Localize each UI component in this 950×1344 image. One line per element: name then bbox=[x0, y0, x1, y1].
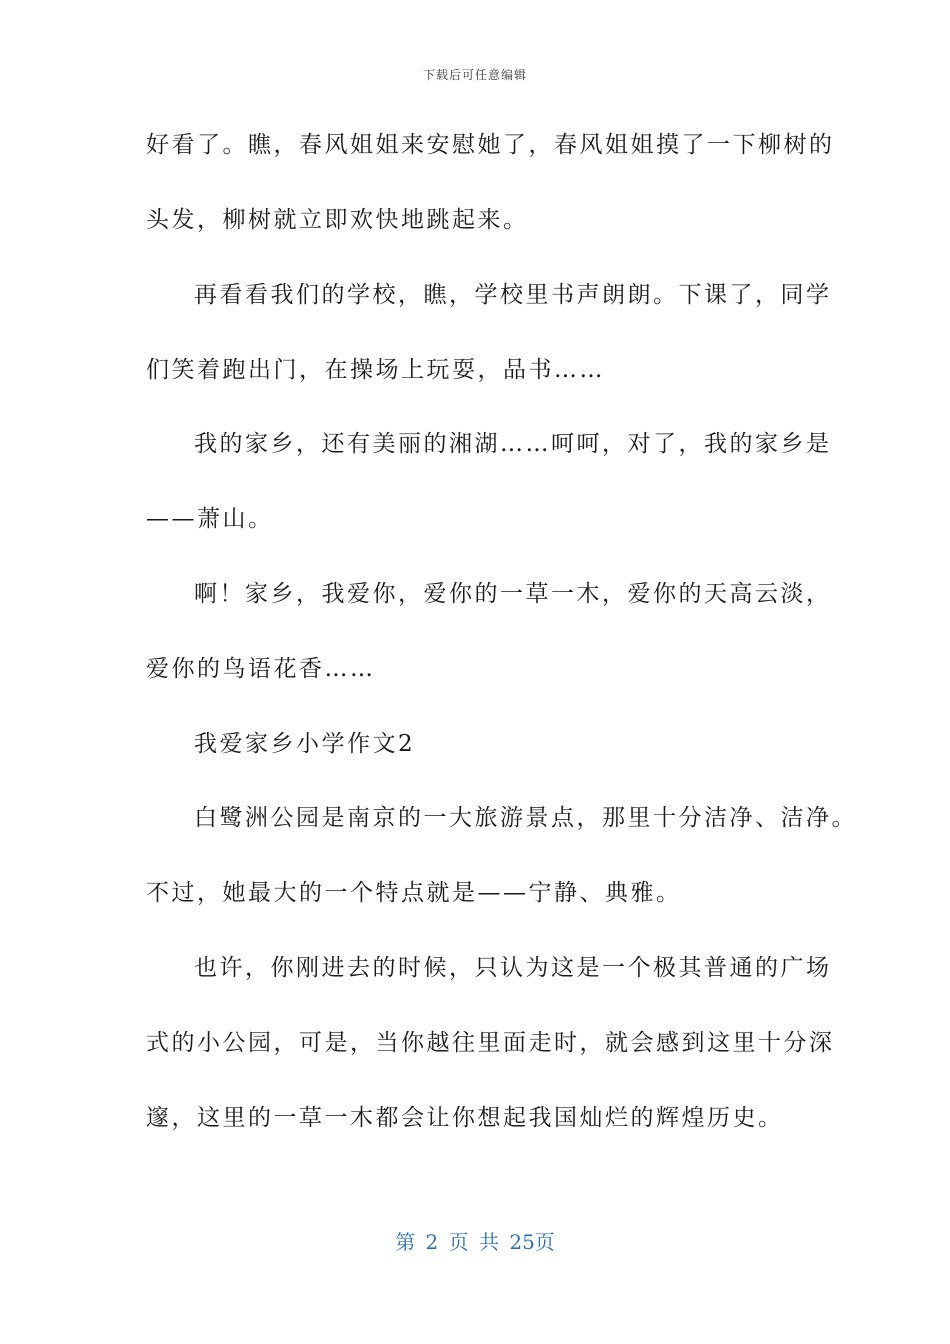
body-line: 爱你的鸟语花香…… bbox=[146, 656, 376, 682]
body-line: 邃，这里的一草一木都会让你想起我国灿烂的辉煌历史。 bbox=[146, 1105, 784, 1131]
page-header: 下载后可任意编辑 bbox=[422, 68, 527, 82]
page-number-footer: 第 2 页 共 25页 bbox=[395, 1230, 555, 1254]
section-heading: 我爱家乡小学作文2 bbox=[194, 731, 416, 757]
body-line: 不过，她最大的一个特点就是——宁静、典雅。 bbox=[146, 880, 682, 906]
body-line: 再看看我们的学校，瞧，学校里书声朗朗。下课了，同学 bbox=[194, 282, 832, 308]
body-line: 们笑着跑出门，在操场上玩耍，品书…… bbox=[146, 357, 605, 383]
body-line: 白鹭洲公园是南京的一大旅游景点，那里十分洁净、洁净。 bbox=[194, 805, 857, 831]
body-line: ——萧山。 bbox=[146, 506, 274, 532]
body-line: 也许，你刚进去的时候，只认为这是一个极其普通的广场 bbox=[194, 955, 832, 981]
body-line: 啊！家乡，我爱你，爱你的一草一木，爱你的天高云淡， bbox=[194, 581, 832, 607]
body-line: 好看了。瞧，春风姐姐来安慰她了，春风姐姐摸了一下柳树的 bbox=[146, 132, 835, 158]
body-line: 式的小公园，可是，当你越往里面走时，就会感到这里十分深 bbox=[146, 1030, 835, 1056]
body-line: 头发，柳树就立即欢快地跳起来。 bbox=[146, 207, 529, 233]
body-line: 我的家乡，还有美丽的湘湖……呵呵，对了，我的家乡是 bbox=[194, 431, 832, 457]
